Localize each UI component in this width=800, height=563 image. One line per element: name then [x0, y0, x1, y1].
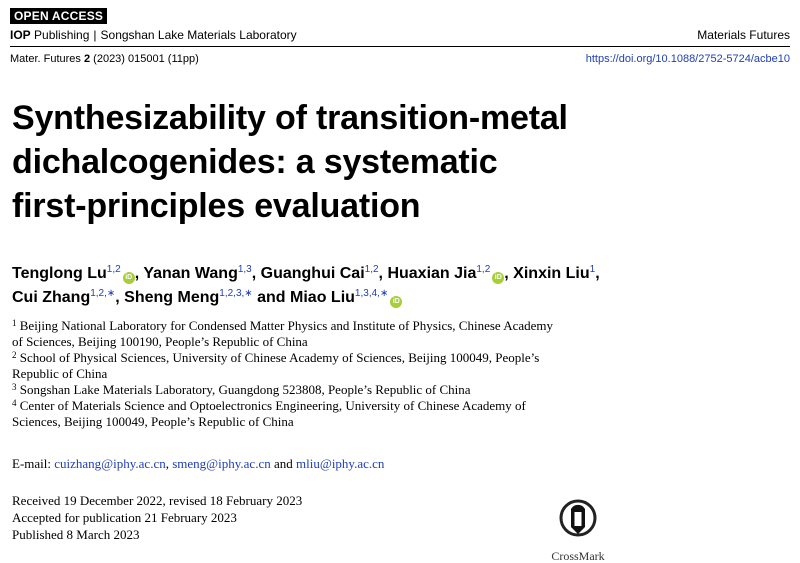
affiliation-list	[12, 318, 612, 430]
author-name: Xinxin Liu	[513, 265, 590, 282]
author-name: Huaxian Jia	[387, 265, 477, 282]
header-rule	[10, 46, 790, 47]
citation-volume: 2	[83, 53, 91, 65]
affiliation-text: School of Physical Sciences, University of Chinese Academy of Sciences, Beijing 100049, People’s	[19, 350, 540, 365]
author-name: Cui Zhang	[12, 289, 91, 306]
author-affil-ref[interactable]: 1,2,∗	[90, 288, 116, 299]
author-list	[12, 262, 772, 310]
orcid-icon[interactable]: iD	[492, 272, 504, 284]
affiliation	[12, 350, 612, 382]
author-separator: ,	[378, 265, 388, 282]
publisher-separator: |	[93, 28, 97, 42]
accepted-date: Accepted for publication 21 February 2023	[12, 510, 237, 525]
author-affil-ref[interactable]: 1,2,3,∗	[219, 288, 253, 299]
affiliation-text: of Sciences, Beijing 100190, People’s Republic of China	[12, 334, 308, 349]
publication-dates	[12, 492, 302, 543]
email-line	[12, 456, 384, 472]
email-link[interactable]: smeng@iphy.ac.cn	[172, 456, 271, 471]
email-separator: and	[270, 456, 297, 471]
received-date: Received 19 December 2022, revised 18 February 2023	[12, 493, 303, 508]
partner-name: Songshan Lake Materials Laboratory	[100, 28, 297, 42]
doi-link[interactable]: https://doi.org/10.1088/2752-5724/acbe10	[585, 53, 790, 65]
open-access-badge: OPEN ACCESS	[10, 8, 107, 24]
author-separator: ,	[115, 289, 125, 306]
title-line: Synthesizability of transition-metal	[12, 99, 568, 137]
crossmark-button[interactable]	[546, 498, 610, 563]
journal-name: Materials Futures	[697, 28, 790, 42]
email-separator: ,	[165, 456, 173, 471]
affiliation	[12, 382, 612, 398]
email-link[interactable]: mliu@iphy.ac.cn	[296, 456, 385, 471]
affiliation-text: Center of Materials Science and Optoelectronics Engineering, University of Chinese Academy of	[19, 398, 526, 413]
author-name: Miao Liu	[290, 289, 355, 306]
author-separator: ,	[595, 265, 600, 282]
affiliation-number: 3	[12, 382, 17, 392]
crossmark-icon	[558, 498, 598, 542]
published-date: Published 8 March 2023	[12, 527, 140, 542]
author-affil-ref[interactable]: 1,3,4,∗	[354, 288, 389, 299]
author-affil-ref[interactable]: 1,2	[364, 264, 379, 275]
citation-prefix: Mater. Futures	[10, 53, 84, 65]
affiliation-text: Beijing National Laboratory for Condensed Matter Physics and Institute of Physics, Chinese Academy	[19, 318, 554, 333]
affiliation-number: 1	[12, 318, 17, 328]
publisher-line	[10, 27, 297, 43]
author-name: Guanghui Cai	[260, 265, 365, 282]
author-name: Yanan Wang	[143, 265, 238, 282]
author-separator: ,	[134, 265, 144, 282]
affiliation-text: Songshan Lake Materials Laboratory, Guangdong 523808, People’s Republic of China	[19, 382, 471, 397]
orcid-icon[interactable]: iD	[123, 272, 135, 284]
affiliation-text: Republic of China	[12, 366, 108, 381]
title-line: dichalcogenides: a systematic	[12, 143, 498, 181]
article-title	[12, 96, 692, 228]
publishing-word: Publishing	[34, 28, 90, 42]
crossmark-label: CrossMark	[551, 549, 605, 563]
author-name: Sheng Meng	[124, 289, 220, 306]
citation-suffix: (2023) 015001 (11pp)	[90, 53, 199, 65]
affiliation-text: Sciences, Beijing 100049, People’s Republic of China	[12, 414, 294, 429]
author-affil-ref[interactable]: 1	[589, 264, 596, 275]
email-link[interactable]: cuizhang@iphy.ac.cn	[54, 456, 166, 471]
author-affil-ref[interactable]: 1,2	[106, 264, 121, 275]
author-affil-ref[interactable]: 1,2	[476, 264, 491, 275]
citation	[10, 52, 199, 66]
author-affil-ref[interactable]: 1,3	[237, 264, 252, 275]
affiliation	[12, 318, 612, 350]
affiliation	[12, 398, 612, 430]
email-label: E-mail:	[12, 456, 55, 471]
title-line: first-principles evaluation	[12, 187, 421, 225]
author-separator: ,	[504, 265, 514, 282]
iop-brand: IOP	[10, 28, 31, 42]
affiliation-number: 2	[12, 350, 17, 360]
author-name: Tenglong Lu	[12, 265, 107, 282]
affiliation-number: 4	[12, 398, 17, 408]
orcid-icon[interactable]: iD	[390, 296, 402, 308]
author-separator: and	[252, 289, 291, 306]
author-separator: ,	[251, 265, 261, 282]
